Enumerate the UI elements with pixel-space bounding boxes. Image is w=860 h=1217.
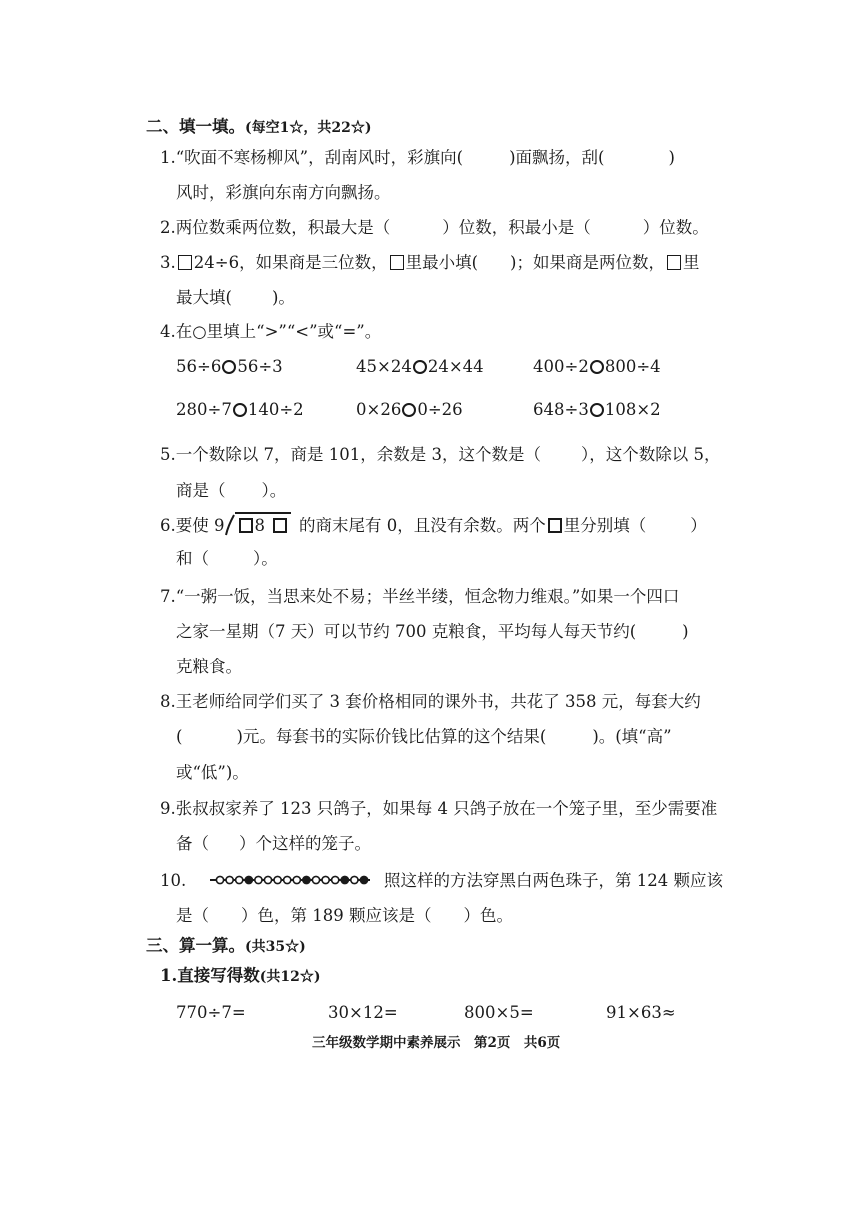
q9-text-l2b: ）个这样的笼子。 [239,834,371,853]
q6-box-icon[interactable] [239,518,253,533]
q6-text-a: 6.要使 9 [160,516,225,535]
q1-line-1 [160,146,675,170]
q4-item-left: 45×24 [356,357,412,376]
q2-text-c: ）位数。 [642,218,709,237]
section-2-title: 二、填一填。 [146,117,245,136]
q8-line-3: 或“低”)。 [176,763,249,782]
white-bead-icon [216,876,223,883]
q1-text-a: 1.“吹面不寒杨柳风”，刮南风时，彩旗向( [160,148,464,167]
q3-text-l2a: 最大填( [176,288,232,307]
q6-line-1 [160,512,707,538]
compare-circle-icon[interactable] [222,360,236,374]
compare-circle-icon[interactable] [413,360,427,374]
section-2-heading [146,115,371,140]
q5-line-1 [160,443,720,467]
long-division-icon [225,514,235,538]
section-3-sub-1 [160,964,320,989]
q8-line-2 [176,725,672,749]
q3-line-2 [176,286,295,310]
q8-text-l2b: )元。每套书的实际价钱比估算的这个结果( [236,727,547,746]
q4-title: 4.在○里填上“>”“<”或“=”。 [160,322,382,341]
q5-text-b: ），这个数除以 5， [580,445,721,464]
white-bead-icon [293,876,300,883]
q3-text-d: )；如果商是两位数， [510,253,665,272]
black-bead-icon [303,876,310,883]
compare-circle-icon[interactable] [402,403,416,417]
compare-circle-icon[interactable] [590,360,604,374]
compare-circle-icon[interactable] [233,403,247,417]
q8-line-1: 8.王老师给同学们买了 3 套价格相同的课外书，共花了 358 元，每套大约 [160,692,701,711]
q4-item-right: 0÷26 [417,400,463,419]
calc-item: 30×12= [328,1003,398,1022]
q7-line-3: 克粮食。 [176,657,242,676]
q8-text-l2c: )。(填“高” [592,727,672,746]
q7-text-l2b: ) [682,622,689,641]
q4-item [356,398,463,422]
q6-text-l2a: 和（ [176,549,209,568]
q6-text-d: 里分别填（ [563,516,647,535]
q3-text-a: 3. [160,253,176,272]
q2-line [160,216,709,240]
q4-item-right: 108×2 [604,400,661,419]
calc-item: 770÷7= [176,1003,246,1022]
q6-text-l2b: ）。 [253,549,278,568]
q8-text-l2a: ( [176,727,183,746]
white-bead-icon [255,876,262,883]
white-bead-icon [322,876,329,883]
q4-item-right: 140÷2 [247,400,304,419]
q9-line-1: 9.张叔叔家养了 123 只鸽子，如果每 4 只鸽子放在一个笼子里，至少需要准 [160,799,718,818]
q2-text-b: ）位数，积最小是（ [442,218,591,237]
white-bead-icon [226,876,233,883]
q3-box-icon [178,255,192,270]
q4-item-left: 56÷6 [176,357,222,376]
q4-item-left: 400÷2 [533,357,589,376]
q1-text-c: ) [668,148,675,167]
calc-item: 91×63≈ [606,1003,676,1022]
bead-string-icon [208,872,372,888]
white-bead-icon [274,876,281,883]
q5-line-2 [176,479,286,503]
q6-line-2 [176,547,278,571]
q6-text-c: 的商末尾有 0，且没有余数。两个 [299,516,546,535]
white-bead-icon [312,876,319,883]
q10-text-l2c: ）色。 [463,906,513,925]
q10-text-l2b: ）色，第 189 颗应该是（ [241,906,432,925]
section-3-sub-1-note: (共12☆) [259,969,321,985]
white-bead-icon [264,876,271,883]
black-bead-icon [341,876,348,883]
q7-line-1: 7.“一粥一饭，当思来处不易；半丝半缕，恒念物力维艰。”如果一个四口 [160,587,680,606]
q4-item [533,355,661,379]
q5-text-a: 5.一个数除以 7，商是 101，余数是 3，这个数是（ [160,445,541,464]
q1-text-b: )面飘扬，刮( [509,148,605,167]
section-3-sub-1-title: 1.直接写得数 [160,966,260,985]
q6-dividend [235,512,292,538]
q5-text-l2a: 商是（ [176,481,226,500]
q10-line-1: 照这样的方法穿黑白两色珠子，第 124 颗应该 [384,871,723,890]
white-bead-icon [332,876,339,883]
q6-box-icon-inline [548,518,562,533]
q4-item [533,398,661,422]
q4-item-left: 648÷3 [533,400,589,419]
q6-text-e: ） [690,516,707,535]
q6-box-icon[interactable] [273,518,287,533]
q3-box-icon-3 [667,255,681,270]
q4-item-right: 24×44 [427,357,484,376]
q7-line-2 [176,620,689,644]
q4-item-right: 800÷4 [604,357,661,376]
q6-text-b: 8 [254,516,265,535]
white-bead-icon [284,876,291,883]
q4-item-left: 280÷7 [176,400,232,419]
q2-text-a: 2.两位数乘两位数，积最大是（ [160,218,391,237]
q3-text-e: 里 [682,253,700,272]
q3-text-c: 里最小填( [405,253,479,272]
q9-line-2 [176,832,371,856]
q7-text-l2a: 之家一星期（7 天）可以节约 700 克粮食，平均每人每天节约( [176,622,637,641]
white-bead-icon [236,876,243,883]
section-3-heading [146,934,306,959]
black-bead-icon [360,876,367,883]
q10-line-2 [176,904,513,928]
q3-line-1 [160,251,699,275]
q4-item-right: 56÷3 [237,357,283,376]
q4-item [176,355,283,379]
q4-item-left: 0×26 [356,400,402,419]
section-2-note: (每空1☆，共22☆) [245,120,372,136]
q3-box-icon-2 [390,255,404,270]
q3-text-b: 24÷6，如果商是三位数， [193,253,388,272]
section-3-note: (共35☆) [245,939,306,955]
calc-item: 800×5= [464,1003,534,1022]
black-bead-icon [245,876,252,883]
q4-item [356,355,484,379]
white-bead-icon [351,876,358,883]
q3-text-l2b: )。 [271,288,295,307]
q5-text-l2b: ）。 [261,481,287,500]
page-footer: 三年级数学期中素养展示 第2页 共6页 [312,1035,561,1051]
q4-item [176,398,304,422]
q10-number: 10. [160,871,187,890]
q9-text-l2a: 备（ [176,834,209,853]
compare-circle-icon[interactable] [590,403,604,417]
q1-line-2: 风时，彩旗向东南方向飘扬。 [176,183,391,202]
q10-text-l2a: 是（ [176,906,209,925]
section-3-title: 三、算一算。 [146,936,245,955]
